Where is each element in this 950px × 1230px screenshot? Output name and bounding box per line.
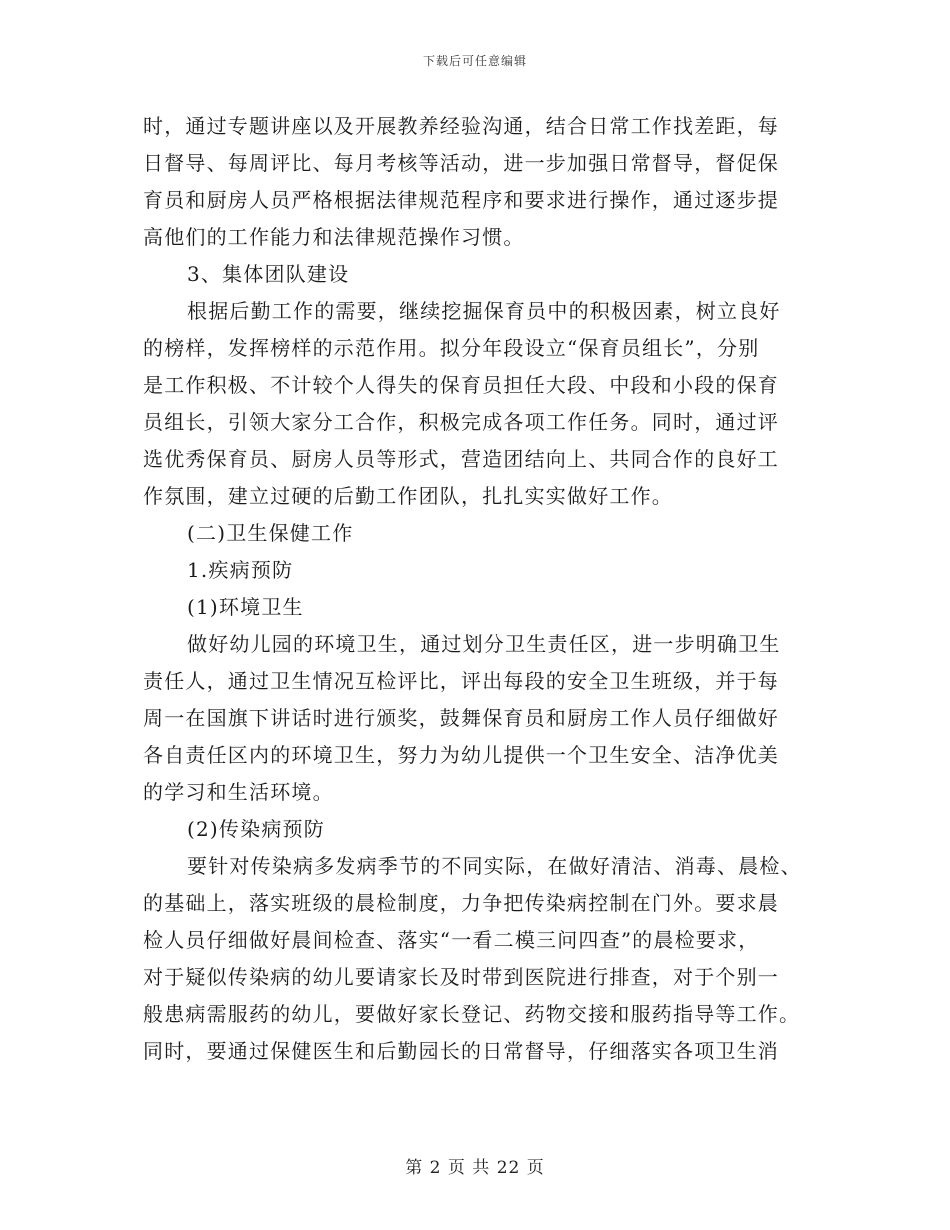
text-line: 同时，要通过保健医生和后勤园长的日常督导，仔细落实各项卫生消 [143,1039,779,1063]
text-line: (2)传染病预防 [187,817,325,841]
text-line: 1.疾病预防 [187,558,294,582]
document-body [143,108,813,1070]
text-line: 般患病需服药的幼儿，要做好家长登记、药物交接和服药指导等工作。 [143,1002,801,1026]
text-line: 的学习和生活环境。 [143,780,334,804]
text-line: (二)卫生保健工作 [187,521,354,545]
text-line: 作氛围，建立过硬的后勤工作团队，扎扎实实做好工作。 [143,484,673,508]
text-line: 责任人，通过卫生情况互检评比，评出每段的安全卫生班级，并于每 [143,669,779,693]
text-line: 周一在国旗下讲话时进行颁奖，鼓舞保育员和厨房工作人员仔细做好 [143,706,779,730]
page-header: 下载后可任意编辑 [422,54,527,68]
text-line: 是工作积极、不计较个人得失的保育员担任大段、中段和小段的保育 [143,373,779,397]
text-line: 检人员仔细做好晨间检查、落实“一看二模三问四查”的晨检要求， [143,928,760,952]
text-line: 做好幼儿园的环境卫生，通过划分卫生责任区，进一步明确卫生 [187,632,781,656]
text-line: 根据后勤工作的需要，继续挖掘保育员中的积极因素，树立良好 [187,299,781,323]
text-line: 日督导、每周评比、每月考核等活动，进一步加强日常督导，督促保 [143,151,779,175]
text-line: 要针对传染病多发病季节的不同实际，在做好清洁、消毒、晨检、 [187,854,802,878]
text-line: 3、集体团队建设 [187,262,350,286]
text-line: 员组长，引领大家分工合作，积极完成各项工作任务。同时，通过评 [143,410,779,434]
text-line: 时，通过专题讲座以及开展教养经验沟通，结合日常工作找差距，每 [143,114,779,138]
text-line: (1)环境卫生 [187,595,304,619]
text-line: 各自责任区内的环境卫生，努力为幼儿提供一个卫生安全、洁净优美 [143,743,779,767]
text-line: 高他们的工作能力和法律规范操作习惯。 [143,225,525,249]
text-line: 育员和厨房人员严格根据法律规范程序和要求进行操作，通过逐步提 [143,188,779,212]
text-line: 的基础上，落实班级的晨检制度，力争把传染病控制在门外。要求晨 [143,891,779,915]
page-footer: 第 2 页 共 22 页 [405,1158,545,1178]
text-line: 对于疑似传染病的幼儿要请家长及时带到医院进行排查，对于个别一 [143,965,779,989]
text-line: 选优秀保育员、厨房人员等形式，营造团结向上、共同合作的良好工 [143,447,779,471]
text-line: 的榜样，发挥榜样的示范作用。拟分年段设立“保育员组长”，分别 [143,336,760,360]
